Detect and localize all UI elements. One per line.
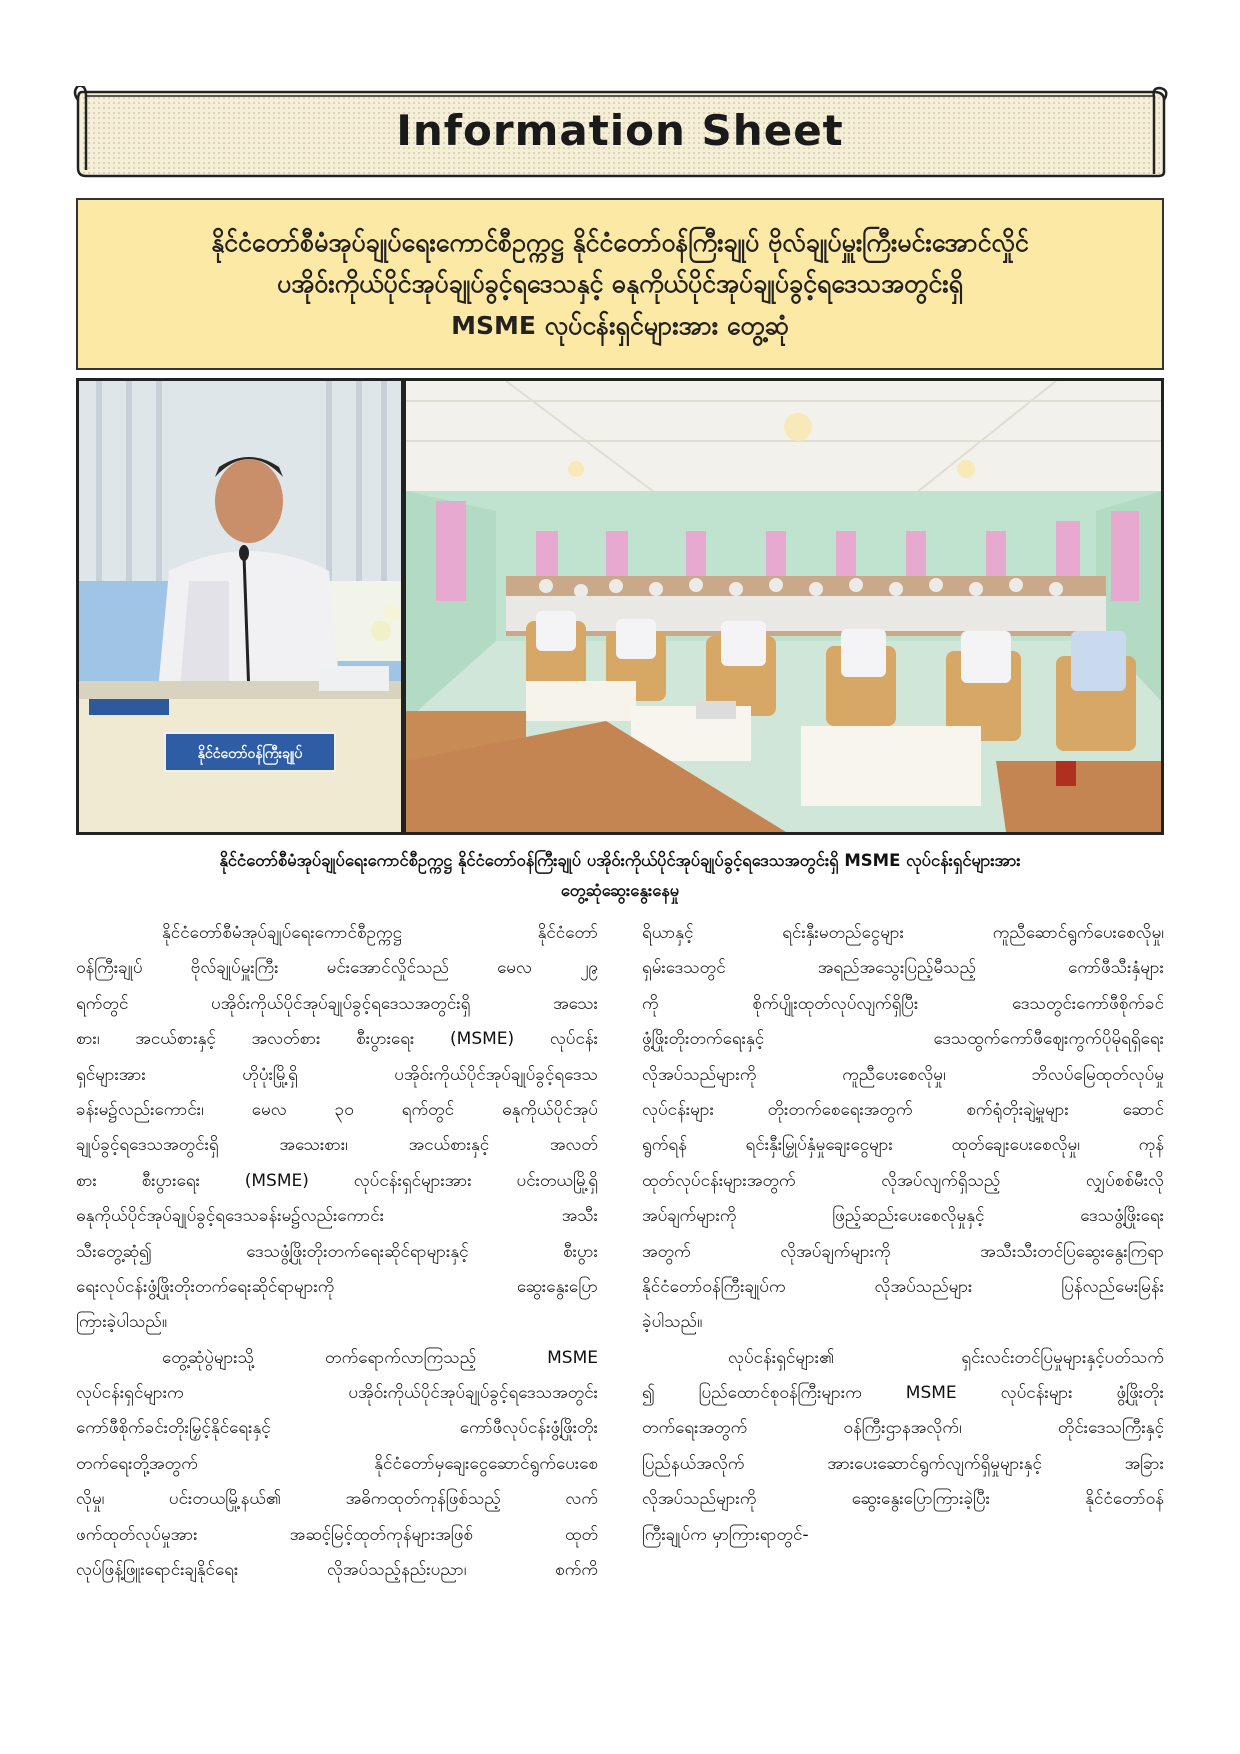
body-line: လုပ်ငန်းများ တိုးတက်စေရေးအတွက် စက်ရုံတိုးချဲ့မှုများ ဆောင် [642, 1099, 1164, 1120]
body-line: ခန်းမ၌လည်းကောင်း၊ မေလ ၃၀ ရက်တွင် ဓနုကိုယ်ပိုင်အုပ် [76, 1099, 598, 1120]
body-line: ၍ ပြည်ထောင်စုဝန်ကြီးများက MSME လုပ်ငန်းများ ဖွံ့ဖြိုးတိုး [642, 1383, 1164, 1404]
body-line: သီးတွေ့ဆုံ၍ ဒေသဖွံ့ဖြိုးတိုးတက်ရေးဆိုင်ရာများနှင့် စီးပွား [76, 1241, 598, 1262]
speaker-photo [79, 381, 401, 832]
headline-box [76, 198, 1164, 370]
headline-line: နိုင်ငံတော်စီမံအုပ်ချုပ်ရေးကောင်စီဥက္ကဋ္ဌ နိုင်ငံတော်ဝန်ကြီးချုပ် ဗိုလ်ချုပ်မှူးကြီးမင်းအောင်လှိုင် [211, 228, 1029, 258]
headline-line: MSME လုပ်ငန်းရှင်များအား တွေ့ဆုံ [451, 310, 789, 340]
caption-line: နိုင်ငံတော်စီမံအုပ်ချုပ်ရေးကောင်စီဥက္ကဋ္ဌ နိုင်ငံတော်ဝန်ကြီးချုပ် ပအိုဝ်းကိုယ်ပိုင်အုပ်ချုပ်ခွင့်ရဒေသအတွင်းရှိ MSME လုပ်ငန်းရှင်များအား [219, 851, 1021, 870]
body-line: ဝန်ကြီးချုပ် ဗိုလ်ချုပ်မှူးကြီး မင်းအောင်လှိုင်သည် မေလ ၂၉ [76, 958, 598, 979]
body-line: ကြီးချုပ်က မှာကြားရာတွင်- [642, 1524, 809, 1545]
body-line: ဖွံ့ဖြိုးတိုးတက်ရေးနှင့် ဒေသထွက်ကော်ဖီဈေးကွက်ပိုမိုရရှိရေး [642, 1029, 1164, 1050]
body-line: တွေ့ဆုံပွဲများသို့ တက်ရောက်လာကြသည့် MSME [162, 1347, 598, 1368]
body-line: နိုင်ငံတော်စီမံအုပ်ချုပ်ရေးကောင်စီဥက္ကဋ္ဌ နိုင်ငံတော် [162, 923, 598, 943]
caption-line: တွေ့ဆုံဆွေးနွေးနေမှု [560, 881, 680, 900]
body-column-left [76, 916, 598, 1588]
body-line: ရှမ်းဒေသတွင် အရည်အသွေးပြည့်မီသည့် ကော်ဖီသီးနှံများ [642, 958, 1164, 979]
body-line: ခဲ့ပါသည်။ [642, 1312, 703, 1333]
headline-line: ပအိုဝ်းကိုယ်ပိုင်အုပ်ချုပ်ခွင့်ရဒေသနှင့် ဓနုကိုယ်ပိုင်အုပ်ချုပ်ခွင့်ရဒေသအတွင်းရှိ [277, 269, 963, 299]
photo-caption [76, 846, 1164, 906]
body-line: ပြည်နယ်အလိုက် အားပေးဆောင်ရွက်လျက်ရှိမှုများနှင့် အခြား [642, 1453, 1164, 1474]
body-line: လုပ်ငန်းရှင်များက ပအိုဝ်းကိုယ်ပိုင်အုပ်ချုပ်ခွင့်ရဒေသအတွင်း [76, 1383, 598, 1404]
body-line: စား၊ အငယ်စားနှင့် အလတ်စား စီးပွားရေး (MSME) လုပ်ငန်း [76, 1029, 598, 1050]
title-banner [72, 86, 1168, 182]
body-column-right [642, 916, 1164, 1553]
body-line: ဓနုကိုယ်ပိုင်အုပ်ချုပ်ခွင့်ရဒေသခန်းမ၌လည်းကောင်း အသီး [76, 1206, 598, 1227]
body-line: စား စီးပွားရေး (MSME) လုပ်ငန်းရှင်များအား ပင်းတယမြို့ရှိ [76, 1170, 598, 1191]
body-line: ရွက်ရန် ရင်းနှီးမြှုပ်နှံမှုချေးငွေများ ထုတ်ချေးပေးစေလိုမှု၊ ကုန် [642, 1135, 1164, 1156]
body-line: ကြားခဲ့ပါသည်။ [76, 1312, 168, 1333]
body-line: ရေးလုပ်ငန်းဖွံ့ဖြိုးတိုးတက်ရေးဆိုင်ရာများကို ဆွေးနွေးပြော [76, 1276, 598, 1297]
body-line: လုပ်ဖြန့်ဖြူးရောင်းချနိုင်ရေး လိုအပ်သည့်နည်းပညာ၊ စက်ကိ [76, 1560, 598, 1581]
body-line: အတွက် လိုအပ်ချက်များကို အသီးသီးတင်ပြဆွေးနွေးကြရာ [642, 1241, 1164, 1262]
body-line: ဖက်ထုတ်လုပ်မှုအား အဆင့်မြင့်ထုတ်ကုန်များအဖြစ် ထုတ် [76, 1524, 598, 1545]
body-line: အပ်ချက်များကို ဖြည့်ဆည်းပေးစေလိုမှုနှင့် ဒေသဖွံ့ဖြိုးရေး [642, 1206, 1164, 1227]
body-line: ကို စိုက်ပျိုးထုတ်လုပ်လျက်ရှိပြီး ဒေသတွင်းကော်ဖီစိုက်ခင် [642, 993, 1164, 1014]
body-line: လိုအပ်သည်များကို ဆွေးနွေးပြောကြားခဲ့ပြီး နိုင်ငံတော်ဝန် [642, 1489, 1164, 1510]
body-line: တက်ရေးအတွက် ဝန်ကြီးဌာနအလိုက်၊ တိုင်းဒေသကြီးနှင့် [642, 1418, 1164, 1439]
body-line: ရက်တွင် ပအိုဝ်းကိုယ်ပိုင်အုပ်ချုပ်ခွင့်ရဒေသအတွင်းရှိ အသေး [76, 993, 598, 1014]
body-line: ရိယာနှင့် ရင်းနှီးမတည်ငွေများ ကူညီဆောင်ရွက်ပေးစေလိုမှု၊ [642, 923, 1164, 943]
photo-frame [76, 378, 1164, 835]
body-line: ထုတ်လုပ်ငန်းများအတွက် လိုအပ်လျက်ရှိသည့် လျှပ်စစ်မီးလို [642, 1170, 1164, 1191]
audience-photo [406, 381, 1161, 832]
body-line: ရှင်များအား ဟိုပုံးမြို့ရှိ ပအိုဝ်းကိုယ်ပိုင်အုပ်ချုပ်ခွင့်ရဒေသ [76, 1064, 598, 1085]
body-line: တက်ရေးတို့အတွက် နိုင်ငံတော်မှချေးငွေဆောင်ရွက်ပေးစေ [76, 1453, 598, 1474]
nameplate-text: နိုင်ငံတော်ဝန်ကြီးချုပ် [197, 746, 303, 762]
body-line: လုပ်ငန်းရှင်များ၏ ရှင်းလင်းတင်ပြမှုများနှင့်ပတ်သက် [728, 1347, 1164, 1368]
body-line: ကော်ဖီစိုက်ခင်းတိုးမြှင့်နိုင်ရေးနှင့် ကော်ဖီလုပ်ငန်းဖွံ့ဖြိုးတိုး [76, 1418, 598, 1439]
body-line: လိုအပ်သည်များကို ကူညီပေးစေလိုမှု၊ ဘိလပ်မြေထုတ်လုပ်မှု [642, 1064, 1164, 1085]
page-title: Information Sheet [396, 106, 844, 155]
body-line: ချုပ်ခွင့်ရဒေသအတွင်းရှိ အသေးစား၊ အငယ်စားနှင့် အလတ် [76, 1135, 598, 1156]
body-line: လိုမှု၊ ပင်းတယမြို့နယ်၏ အဓိကထုတ်ကုန်ဖြစ်သည့် လက် [76, 1489, 598, 1510]
body-line: နိုင်ငံတော်ဝန်ကြီးချုပ်က လိုအပ်သည်များ ပြန်လည်မေးမြန်း [642, 1276, 1164, 1297]
